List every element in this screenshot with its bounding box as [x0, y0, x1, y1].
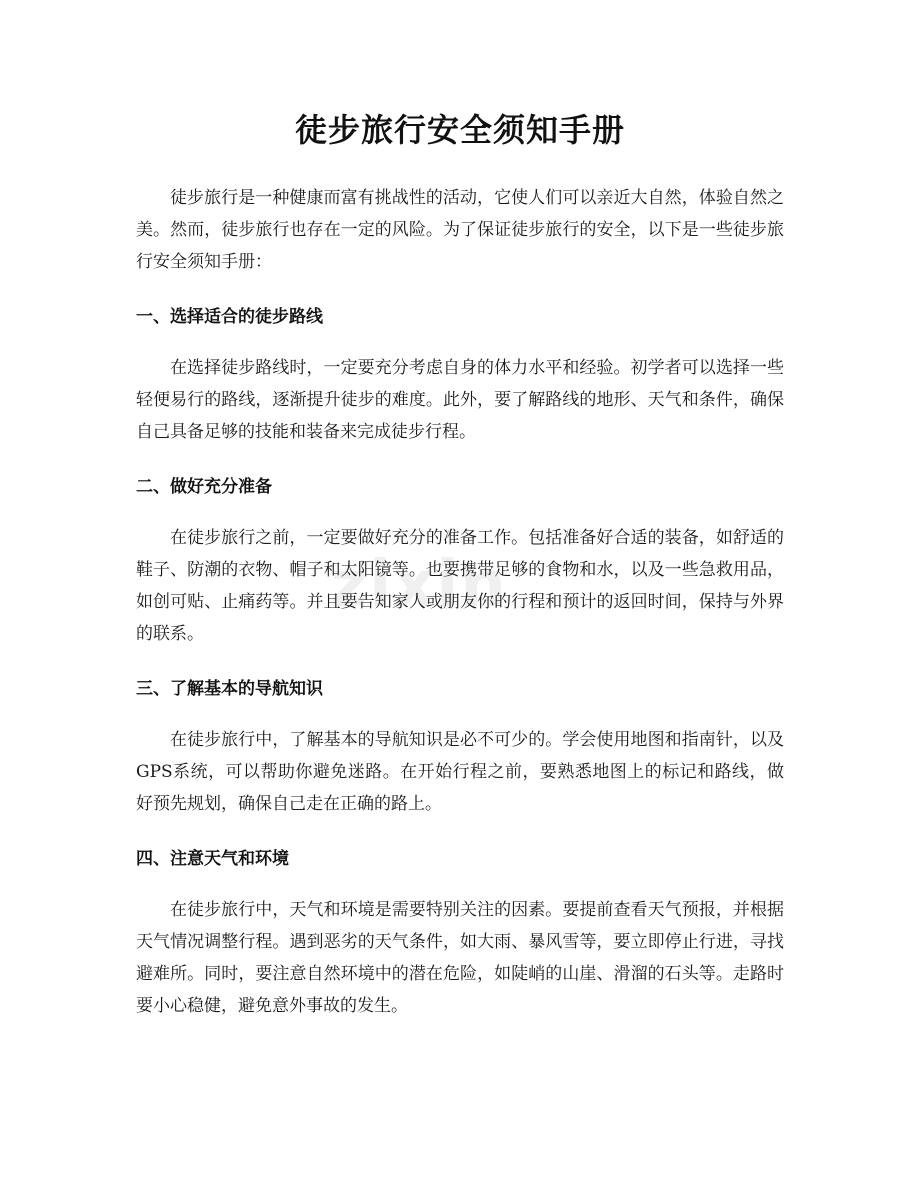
- watermark: zixin: [330, 548, 508, 622]
- section-body-2: 在徒步旅行之前，一定要做好充分的准备工作。包括准备好合适的装备，如舒适的鞋子、防潮的衣物、帽子和太阳镜等。也要携带足够的食物和水，以及一些急救用品，如创可贴、止痛药等。并且要告知家人或朋友你的行程和预计的返回时间，保持与外界的联系。: [136, 528, 784, 644]
- section-heading-2: 二、做好充分准备: [136, 477, 272, 497]
- section-heading-3: 三、了解基本的导航知识: [136, 679, 323, 699]
- section-body-3: 在徒步旅行中，了解基本的导航知识是必不可少的。学会使用地图和指南针，以及GPS系统，可以帮助你避免迷路。在开始行程之前，要熟悉地图上的标记和路线，做好预先规划，确保自己走在正确的路上。: [136, 730, 784, 814]
- intro-paragraph: 徒步旅行是一种健康而富有挑战性的活动，它使人们可以亲近大自然，体验自然之美。然而，徒步旅行也存在一定的风险。为了保证徒步旅行的安全，以下是一些徒步旅行安全须知手册：: [136, 188, 784, 272]
- document-title: 徒步旅行安全须知手册: [294, 111, 625, 149]
- section-body-4: 在徒步旅行中，天气和环境是需要特别关注的因素。要提前查看天气预报，并根据天气情况调整行程。遇到恶劣的天气条件，如大雨、暴风雪等，要立即停止行进，寻找避难所。同时，要注意自然环境中的潜在危险，如陡峭的山崖、滑溜的石头等。走路时要小心稳健，避免意外事故的发生。: [136, 900, 784, 1016]
- section-body-1: 在选择徒步路线时，一定要充分考虑自身的体力水平和经验。初学者可以选择一些轻便易行的路线，逐渐提升徒步的难度。此外，要了解路线的地形、天气和条件，确保自己具备足够的技能和装备来完成徒步行程。: [136, 358, 784, 442]
- document-page: [136, 0, 784, 1022]
- section-heading-1: 一、选择适合的徒步路线: [136, 307, 323, 327]
- section-heading-4: 四、注意天气和环境: [136, 849, 289, 869]
